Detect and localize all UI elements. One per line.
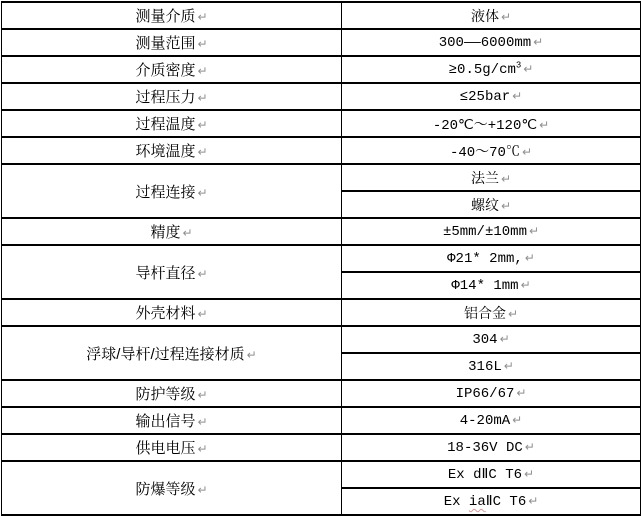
spec-value-cell bbox=[342, 191, 641, 218]
spec-value-cell bbox=[342, 218, 641, 245]
table-row bbox=[2, 29, 641, 56]
spec-label: 过程连接 bbox=[135, 183, 196, 201]
paragraph-mark-icon: ↵ bbox=[516, 385, 527, 400]
paragraph-mark-icon: ↵ bbox=[539, 117, 550, 132]
table-row bbox=[2, 245, 641, 272]
spec-label: 输出信号 bbox=[135, 413, 196, 430]
table-row bbox=[2, 218, 641, 245]
spec-value-cell bbox=[342, 299, 641, 326]
paragraph-mark-icon: ↵ bbox=[533, 34, 544, 49]
spec-label: 外壳材料 bbox=[135, 305, 196, 322]
spec-value-cell bbox=[342, 164, 641, 191]
spec-label-cell bbox=[2, 83, 342, 110]
paragraph-mark-icon: ↵ bbox=[524, 439, 535, 454]
spec-value-cell bbox=[342, 110, 641, 137]
spec-value: ±5mm/±10mm bbox=[442, 223, 527, 240]
paragraph-mark-icon: ↵ bbox=[503, 358, 514, 373]
spec-value-cell bbox=[342, 353, 641, 380]
table-row bbox=[2, 164, 641, 191]
spec-label-cell bbox=[2, 407, 342, 434]
table-row bbox=[2, 56, 641, 83]
spec-value-cell bbox=[342, 380, 641, 407]
spec-value-cell bbox=[342, 83, 641, 110]
spec-label-cell bbox=[2, 218, 342, 245]
spec-value: 304 bbox=[472, 331, 498, 348]
table-row bbox=[2, 110, 641, 137]
paragraph-mark-icon: ↵ bbox=[528, 223, 540, 238]
spec-value: 300——6000mm bbox=[438, 34, 532, 51]
spec-value: Ex bbox=[443, 494, 469, 510]
spec-table bbox=[1, 1, 641, 516]
paragraph-mark-icon: ↵ bbox=[520, 277, 531, 292]
table-row bbox=[2, 137, 641, 164]
paragraph-mark-icon: ↵ bbox=[512, 412, 523, 427]
spec-value: ≤25bar bbox=[459, 88, 511, 105]
paragraph-mark-icon: ↵ bbox=[246, 347, 257, 362]
spec-value: Φ21* 2mm, bbox=[447, 250, 523, 267]
spec-value-cell bbox=[342, 461, 641, 488]
paragraph-mark-icon: ↵ bbox=[197, 118, 208, 132]
spec-label-cell bbox=[2, 299, 342, 326]
spec-value: 18-36V DC bbox=[447, 439, 523, 456]
spec-label-cell bbox=[2, 380, 342, 407]
spec-value-cell bbox=[342, 272, 641, 299]
paragraph-mark-icon: ↵ bbox=[197, 415, 208, 429]
spec-value: ≥0.5g/cm bbox=[448, 61, 516, 78]
spec-value-cell bbox=[342, 488, 641, 515]
spec-value-cell bbox=[342, 56, 641, 83]
paragraph-mark-icon: ↵ bbox=[197, 266, 208, 281]
spec-label: 精度 bbox=[150, 224, 181, 241]
paragraph-mark-icon: ↵ bbox=[197, 442, 208, 456]
paragraph-mark-icon: ↵ bbox=[197, 482, 208, 497]
spec-value: Φ14* 1mm bbox=[451, 277, 519, 294]
spec-label-cell bbox=[2, 56, 342, 83]
spec-value: -20℃～+120℃ bbox=[432, 117, 538, 134]
paragraph-mark-icon: ↵ bbox=[521, 144, 533, 159]
spec-value-cell bbox=[342, 407, 641, 434]
spec-label-cell bbox=[2, 137, 342, 164]
spellcheck-underlined-text: ia bbox=[468, 494, 486, 510]
table-row bbox=[2, 83, 641, 110]
spec-value-cell bbox=[342, 2, 641, 29]
spec-value: IP66/67 bbox=[455, 385, 515, 402]
paragraph-mark-icon: ↵ bbox=[524, 467, 535, 481]
table-row bbox=[2, 380, 641, 407]
spec-value: 铝合金 bbox=[463, 306, 506, 323]
spec-label: 介质密度 bbox=[135, 62, 196, 79]
paragraph-mark-icon: ↵ bbox=[197, 91, 208, 105]
paragraph-mark-icon: ↵ bbox=[197, 145, 208, 159]
spec-label-cell bbox=[2, 326, 342, 380]
spec-label: 防护等级 bbox=[135, 386, 196, 403]
paragraph-mark-icon: ↵ bbox=[197, 10, 208, 24]
spec-label-cell bbox=[2, 164, 342, 218]
spec-value: 4-20mA bbox=[459, 412, 511, 429]
spec-value: 液体 bbox=[470, 9, 499, 26]
spec-label-cell bbox=[2, 2, 342, 29]
spec-value-cell bbox=[342, 29, 641, 56]
table-row bbox=[2, 326, 641, 353]
spec-label-cell bbox=[2, 110, 342, 137]
spec-label: 浮球/导杆/过程连接材质 bbox=[86, 345, 245, 363]
spec-value: -40～70℃ bbox=[449, 144, 520, 161]
spec-value-cell bbox=[342, 137, 641, 164]
table-row bbox=[2, 2, 641, 29]
paragraph-mark-icon: ↵ bbox=[182, 226, 193, 240]
table-row bbox=[2, 299, 641, 326]
spec-label: 导杆直径 bbox=[135, 264, 196, 282]
paragraph-mark-icon: ↵ bbox=[500, 171, 512, 186]
spec-label: 环境温度 bbox=[135, 143, 196, 160]
paragraph-mark-icon: ↵ bbox=[197, 37, 208, 51]
superscript: 3 bbox=[515, 59, 522, 70]
table-row bbox=[2, 434, 641, 461]
spec-label: 供电电压 bbox=[135, 440, 196, 457]
spec-label: 过程温度 bbox=[135, 116, 196, 133]
spec-label: 过程压力 bbox=[135, 89, 196, 106]
table-row bbox=[2, 407, 641, 434]
paragraph-mark-icon: ↵ bbox=[528, 494, 539, 508]
spec-value: 螺纹 bbox=[470, 198, 499, 215]
paragraph-mark-icon: ↵ bbox=[512, 88, 523, 103]
paragraph-mark-icon: ↵ bbox=[507, 306, 519, 321]
paragraph-mark-icon: ↵ bbox=[524, 250, 535, 265]
paragraph-mark-icon: ↵ bbox=[197, 307, 208, 321]
paragraph-mark-icon: ↵ bbox=[197, 388, 208, 402]
spec-value-cell bbox=[342, 434, 641, 461]
spec-label: 测量范围 bbox=[135, 35, 196, 52]
spec-value-cell bbox=[342, 245, 641, 272]
paragraph-mark-icon: ↵ bbox=[197, 64, 208, 78]
paragraph-mark-icon: ↵ bbox=[197, 185, 208, 200]
spec-label-cell bbox=[2, 434, 342, 461]
paragraph-mark-icon: ↵ bbox=[523, 61, 534, 76]
paragraph-mark-icon: ↵ bbox=[500, 198, 512, 213]
spec-value: ⅡC T6 bbox=[485, 494, 527, 510]
spec-value: 316L bbox=[468, 358, 502, 375]
spec-value-cell bbox=[342, 326, 641, 353]
paragraph-mark-icon: ↵ bbox=[499, 331, 510, 346]
spec-label: 测量介质 bbox=[135, 8, 196, 25]
spec-label: 防爆等级 bbox=[135, 480, 196, 498]
spec-value: Ex dⅡC T6 bbox=[447, 467, 523, 483]
paragraph-mark-icon: ↵ bbox=[500, 9, 512, 24]
spec-value: 法兰 bbox=[470, 171, 499, 188]
spec-label-cell bbox=[2, 245, 342, 299]
spec-label-cell bbox=[2, 29, 342, 56]
table-row bbox=[2, 461, 641, 488]
spec-label-cell bbox=[2, 461, 342, 515]
